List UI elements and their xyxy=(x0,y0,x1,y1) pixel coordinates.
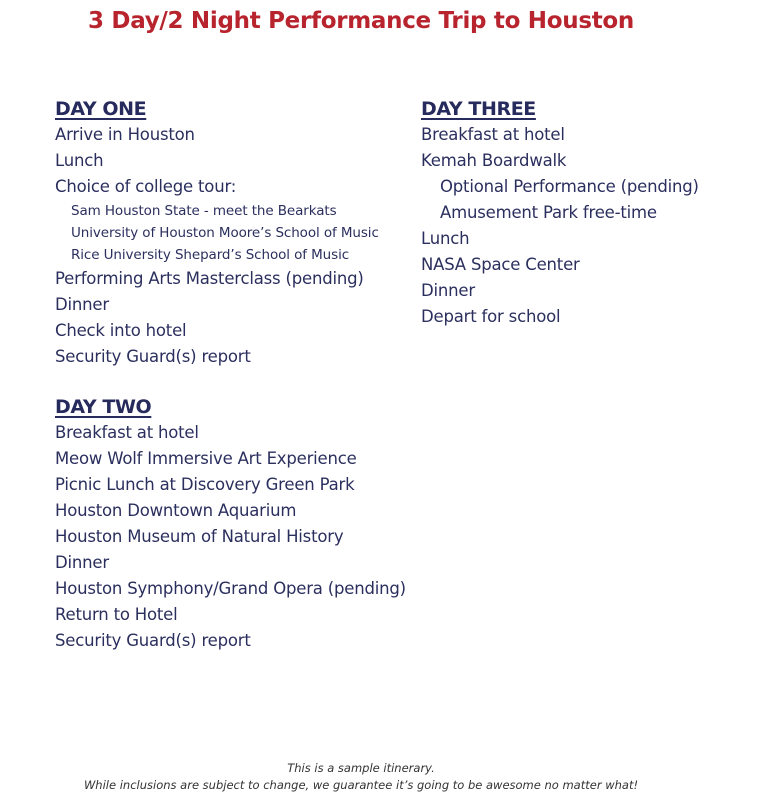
day-two-heading: DAY TWO xyxy=(55,396,152,418)
day-one-item: Arrive in Houston xyxy=(55,125,195,144)
day-one-section xyxy=(55,96,406,370)
day-two-section xyxy=(55,394,406,654)
page-title: 3 Day/2 Night Performance Trip to Houston xyxy=(88,8,634,34)
day-one-item: Check into hotel xyxy=(55,321,187,340)
kemah-sub-item: Optional Performance (pending) xyxy=(440,177,699,196)
day-one-item: Lunch xyxy=(55,151,104,170)
day-three-heading: DAY THREE xyxy=(421,98,536,120)
kemah-sub-item: Amusement Park free-time xyxy=(440,203,657,222)
day-two-item: Meow Wolf Immersive Art Experience xyxy=(55,449,357,468)
day-one-item: Performing Arts Masterclass (pending) xyxy=(55,269,364,288)
day-three-item: Breakfast at hotel xyxy=(421,125,565,144)
day-three-item: Kemah Boardwalk xyxy=(421,151,567,170)
footer-disclaimer: While inclusions are subject to change, we guarantee it’s going to be awesome no matter what! xyxy=(83,778,639,792)
day-one-item: Choice of college tour: xyxy=(55,177,237,196)
day-three-item: Lunch xyxy=(421,229,470,248)
college-tour-option: Rice University Shepard’s School of Music xyxy=(71,247,350,263)
day-two-item: Dinner xyxy=(55,553,109,572)
college-tour-option: Sam Houston State - meet the Bearkats xyxy=(71,203,337,219)
day-two-item: Houston Downtown Aquarium xyxy=(55,501,297,520)
itinerary-left-column xyxy=(55,96,406,654)
day-one-item: Security Guard(s) report xyxy=(55,347,251,366)
itinerary-right-column xyxy=(421,96,699,330)
day-three-section xyxy=(421,96,699,330)
day-two-item: Return to Hotel xyxy=(55,605,178,624)
college-tour-option: University of Houston Moore’s School of Music xyxy=(71,225,379,241)
footer-note: This is a sample itinerary. xyxy=(287,761,435,775)
day-two-item: Picnic Lunch at Discovery Green Park xyxy=(55,475,355,494)
day-one-heading: DAY ONE xyxy=(55,98,147,120)
day-two-item: Security Guard(s) report xyxy=(55,631,251,650)
day-three-item: Dinner xyxy=(421,281,475,300)
day-one-item: Dinner xyxy=(55,295,109,314)
day-two-item: Houston Museum of Natural History xyxy=(55,527,344,546)
day-two-item: Breakfast at hotel xyxy=(55,423,199,442)
day-two-item: Houston Symphony/Grand Opera (pending) xyxy=(55,579,406,598)
day-three-item: NASA Space Center xyxy=(421,255,580,274)
day-three-item: Depart for school xyxy=(421,307,561,326)
